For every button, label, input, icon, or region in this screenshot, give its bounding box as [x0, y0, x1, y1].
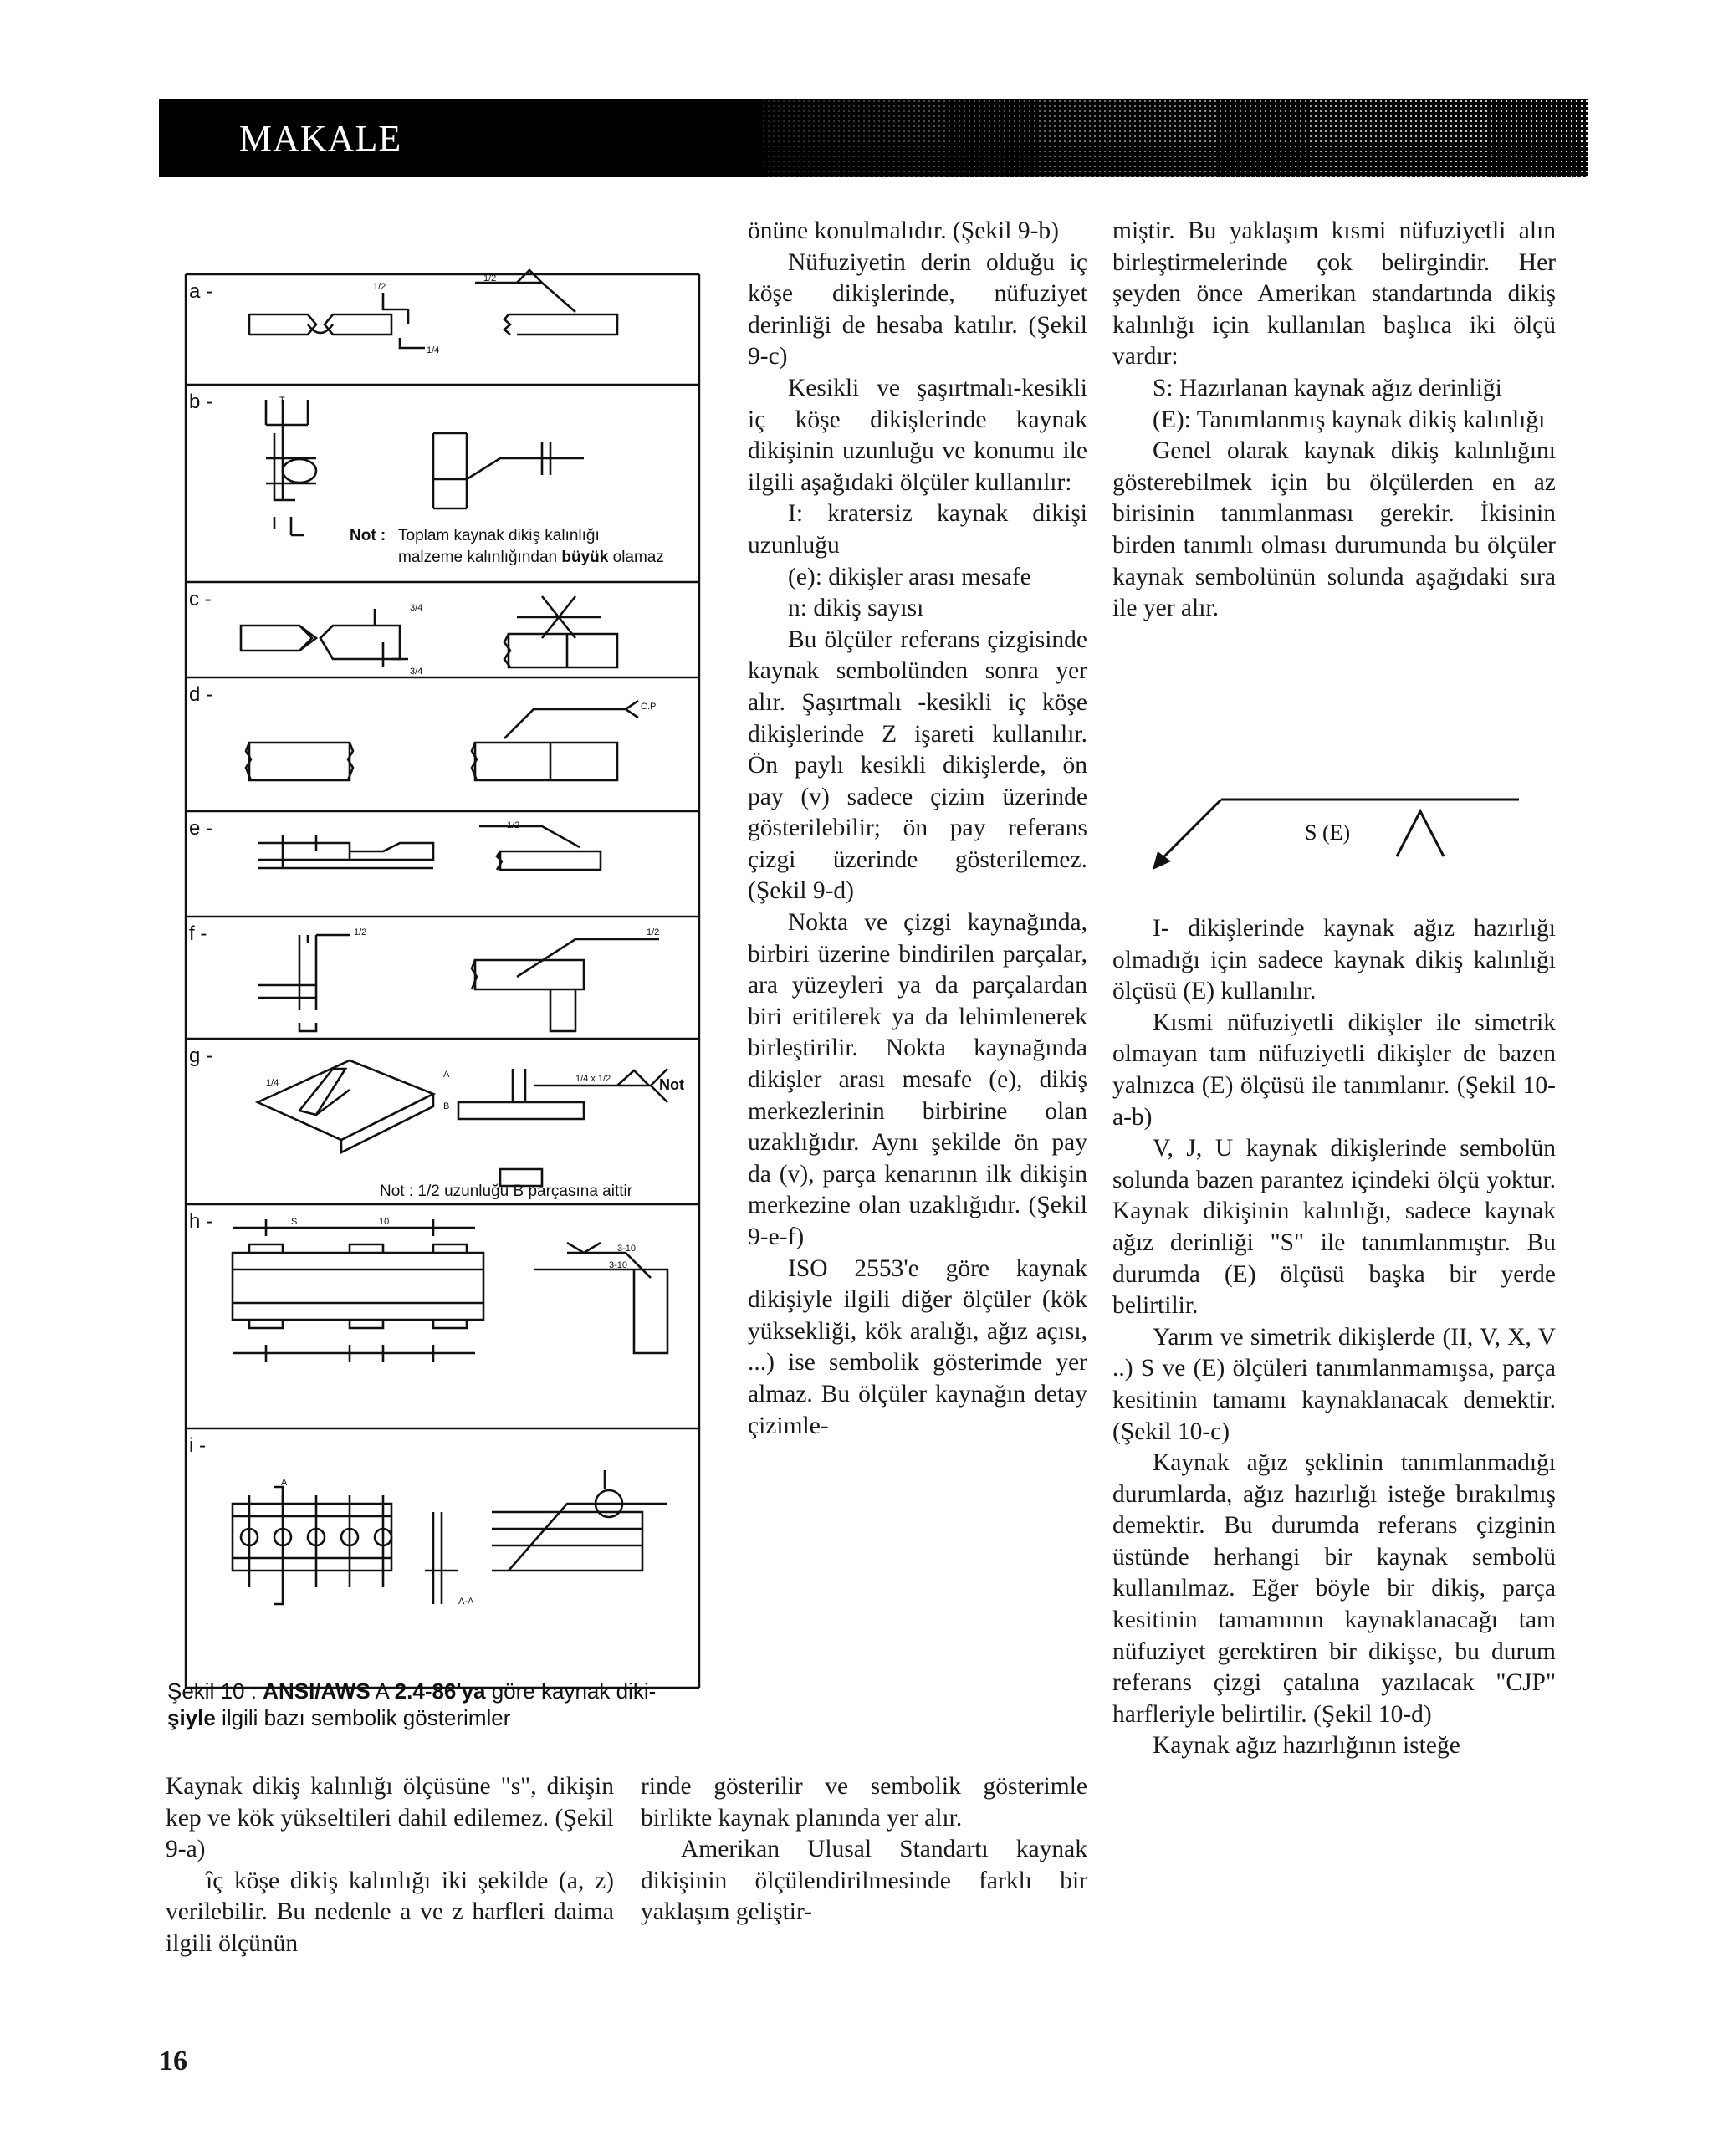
- dim-label: S: [291, 1217, 298, 1227]
- column-left-bottom: [166, 1771, 614, 1960]
- note-b-label: Not :: [350, 527, 386, 544]
- paragraph: (e): dikişler arası mesafe: [788, 563, 1031, 590]
- paragraph: Yarım ve simetrik dikişlerde (II, V, X, V ..) S ve (E) ölçüleri tanımlanmamışsa, parça kesitinin tamamı kaynaklanacak demektir. (Şekil 10-c): [1112, 1323, 1556, 1445]
- paragraph: Kesikli ve şaşırtmalı-kesikli iç köşe dikişlerinde kaynak dikişinin uzunluğu ve konumu ile ilgili aşağıdaki ölçüler kullanılır:: [748, 374, 1087, 496]
- row-label-b: b -: [189, 391, 213, 413]
- dim-label: 10: [379, 1217, 390, 1227]
- dim-label: C.P: [641, 702, 657, 712]
- section-title: MAKALE: [239, 118, 402, 159]
- note-b-line2: [398, 549, 664, 566]
- row-label-e: e -: [189, 817, 213, 840]
- paragraph: n: dikiş sayısı: [788, 595, 924, 622]
- row-label-i: i -: [189, 1434, 206, 1457]
- note-b-line1: Toplam kaynak dikiş kalınlığı: [398, 527, 600, 544]
- note-b-line2a: malzeme kalınlığından: [398, 549, 562, 566]
- dim-label: 1/4: [266, 1078, 279, 1088]
- column-middle: [748, 216, 1087, 1442]
- point-label: A: [443, 1070, 450, 1080]
- row-i-drawing: [233, 1470, 667, 1604]
- paragraph: Genel olarak kaynak dikiş kalınlığını gösterebilmek için bu ölçülerden en az birisinin tanımlanması gerekir. İkisinin birden tanımlı olması durumunda bu ölçüler kaynak sembolünün solunda aşağıdaki sıra ile yer alır.: [1112, 437, 1556, 622]
- paragraph: (E): Tanımlanmış kaynak dikiş kalınlığı: [1153, 406, 1546, 433]
- row-label-h: h -: [189, 1210, 213, 1233]
- section-banner: [159, 99, 1588, 177]
- page-number: 16: [159, 2046, 187, 2077]
- point-label: B: [443, 1101, 450, 1111]
- paragraph: Kaynak ağız hazırlığının isteğe: [1153, 1732, 1460, 1760]
- weld-symbol-formula: [1146, 786, 1539, 878]
- paragraph: miştir. Bu yaklaşım kısmi nüfuziyetli alın birleştirmelerinde çok belirgindir. Her şeyden önce Amerikan standartında dikiş kalınlığı için kullanılan başlıca iki ölçü vardır:: [1112, 217, 1556, 370]
- dim-label: 1/4 x 1/2: [575, 1074, 611, 1084]
- paragraph: îç köşe dikiş kalınlığı iki şekilde (a, z) verilebilir. Bu nedenle a ve z harfleri daima ilgili ölçünün: [166, 1867, 614, 1957]
- dim-label: 3/4: [410, 667, 423, 677]
- dim-label: T: [279, 396, 285, 406]
- dim-label: 1/2: [507, 820, 520, 830]
- row-e-drawing: [258, 826, 601, 870]
- paragraph: Kaynak ağız şeklinin tanımlanmadığı durumlarda, ağız hazırlığı isteğe bırakılmış demektir. Bu durumda referans çizginin üstünde herhangi bir kaynak sembolü kullanılmaz. Eğer böyle bir dikiş, parça kesitinin tamamının kaynaklanacağı tam nüfuziyet gerektiren bir dikişse, bu durum referans çizgi çatalına yazılacak "CJP" harfleriyle belirtilir. (Şekil 10-d): [1112, 1449, 1556, 1728]
- figure-caption: [167, 1678, 711, 1731]
- caption-line2-rest: ilgili bazı sembolik gösterimler: [215, 1705, 511, 1730]
- row-d-drawing: [246, 701, 638, 780]
- row-h-drawing: [233, 1219, 667, 1362]
- paragraph: V, J, U kaynak dikişlerinde sembolün solunda bazen parantez içindeki ölçü yoktur. Kaynak dikişinin kalınlığı, sadece kaynak ağız derinliği "S" ile tanımlanmıştır. Bu durumda (E) ölçüsü başka bir yerde belirtilir.: [1112, 1135, 1556, 1320]
- column-right-top: [1112, 216, 1556, 625]
- paragraph: Kaynak dikiş kalınlığı ölçüsüne "s", dikişin kep ve kök yükseltileri dahil edilemez. (Şekil 9-a): [166, 1773, 614, 1863]
- paragraph: Nokta ve çizgi kaynağında, birbiri üzerine bindirilen parçalar, ara yüzeyleri ya da parçalardan biri eritilerek ya da lehimlenerek birleştirilir. Nokta kaynağında dikişler arası mesafe (e), dikiş merkezlerinin birbirine olan uzaklığıdır. Aynı şekilde ön pay da (v), parça kenarının ilk dikişin merkezine olan uzaklığıdır. (Şekil 9-e-f): [748, 909, 1087, 1250]
- dim-label: 1/4: [427, 345, 440, 355]
- caption-rest: göre kaynak diki-: [485, 1678, 657, 1704]
- paragraph: rinde gösterilir ve sembolik gösterimle birlikte kaynak planında yer alır.: [641, 1773, 1087, 1832]
- point-label: A: [281, 1478, 288, 1488]
- note-b-line2c: olamaz: [608, 549, 664, 566]
- caption-line2-bold: şiyle: [167, 1705, 216, 1730]
- row-c-drawing: [241, 596, 617, 667]
- caption-mid: A: [370, 1678, 395, 1704]
- row-label-g: g -: [189, 1045, 213, 1067]
- banner-dot-pattern: [761, 99, 1588, 177]
- paragraph: önüne konulmalıdır. (Şekil 9-b): [748, 217, 1059, 244]
- weld-symbol-figure: [182, 266, 703, 1689]
- dim-label: 1/2: [483, 273, 497, 284]
- dim-label: 3/4: [410, 603, 423, 613]
- paragraph: I: kratersiz kaynak dikişi uzunluğu: [748, 500, 1087, 559]
- point-label: A-A: [458, 1597, 474, 1607]
- not-label: Not: [659, 1076, 684, 1093]
- paragraph: Bu ölçüler referans çizgisinde kaynak sembolünden sonra yer alır. Şaşırtmalı -kesikli iç köşe dikişlerinde Z işareti kullanılır. Ön paylı kesikli dikişlerde, ön pay (v) sadece çizim üzerinde gösterilebilir; ön pay referans çizgi üzerinde gösterilemez. (Şekil 9-d): [748, 626, 1087, 905]
- row-label-c: c -: [189, 588, 212, 611]
- column-middle-bottom: [641, 1771, 1087, 1929]
- paragraph: Nüfuziyetin derin olduğu iç köşe dikişlerinde, nüfuziyet derinliği de hesaba katılır. (Şekil 9-c): [748, 248, 1087, 370]
- dim-label: 1/2: [373, 282, 386, 292]
- dim-label: 1/2: [354, 927, 367, 938]
- row-f-drawing: [258, 935, 659, 1031]
- paragraph: ISO 2553'e göre kaynak dikişiyle ilgili diğer ölçüler (kök yüksekliği, kök aralığı, ağız açısı, ...) ise sembolik gösterimde yer almaz. Bu ölçüler kaynağın detay çizimle-: [748, 1254, 1087, 1439]
- row-a-drawing: [249, 270, 617, 348]
- column-right-bottom: [1112, 913, 1556, 1762]
- dim-label: 3-10: [609, 1260, 628, 1270]
- row-label-d: d -: [189, 683, 213, 706]
- paragraph: S: Hazırlanan kaynak ağız derinliği: [1153, 374, 1502, 401]
- caption-num: 2.4-86'ya: [394, 1678, 486, 1704]
- caption-std: ANSI/AWS: [263, 1678, 371, 1704]
- caption-prefix: Şekil 10 :: [167, 1678, 263, 1704]
- row-label-a: a -: [189, 280, 213, 303]
- note-g: Not : 1/2 uzunluğu B parçasına aittir: [380, 1183, 633, 1200]
- dim-label: 1/2: [647, 927, 660, 938]
- note-b-line2b: büyük: [561, 549, 609, 566]
- paragraph: Amerikan Ulusal Standartı kaynak dikişinin ölçülendirilmesinde farklı bir yaklaşım geliştir-: [641, 1836, 1087, 1926]
- paragraph: Kısmi nüfuziyetli dikişler ile simetrik olmayan tam nüfuziyetli dikişler de bazen yalnızca (E) ölçüsü ile tanımlanır. (Şekil 10-a-b): [1112, 1009, 1556, 1131]
- row-label-f: f -: [189, 922, 207, 945]
- dim-label: 3-10: [617, 1244, 637, 1254]
- row-b-drawing: [266, 400, 584, 535]
- paragraph: I- dikişlerinde kaynak ağız hazırlığı olmadığı için sadece kaynak dikiş kalınlığı ölçüsü (E) kullanılır.: [1112, 915, 1556, 1005]
- formula-text: S (E): [1305, 820, 1351, 845]
